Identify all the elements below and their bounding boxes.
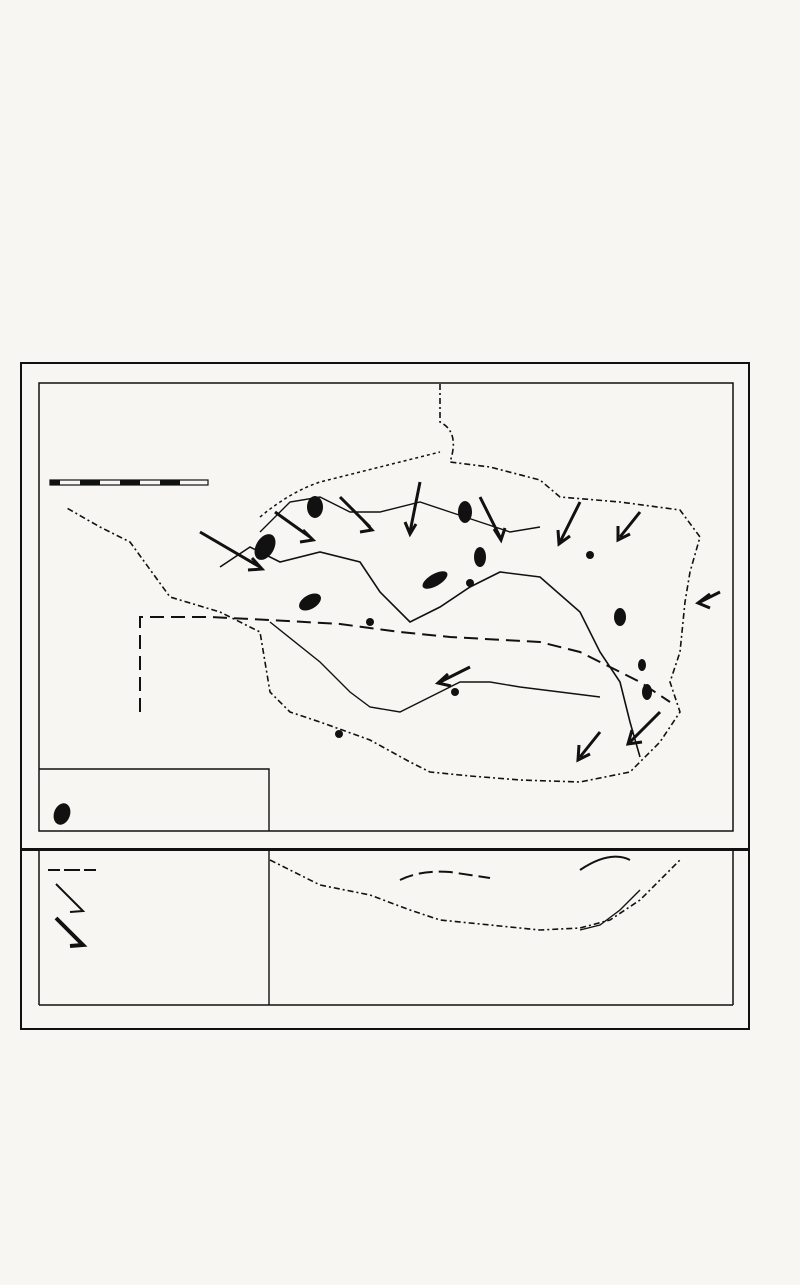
map-frame (21, 363, 749, 849)
assessment-criteria-list-right (424, 101, 774, 122)
map-lower (20, 850, 750, 1030)
map-frame-lower (21, 850, 749, 1029)
rhodesia-tsetse-map (20, 362, 750, 850)
